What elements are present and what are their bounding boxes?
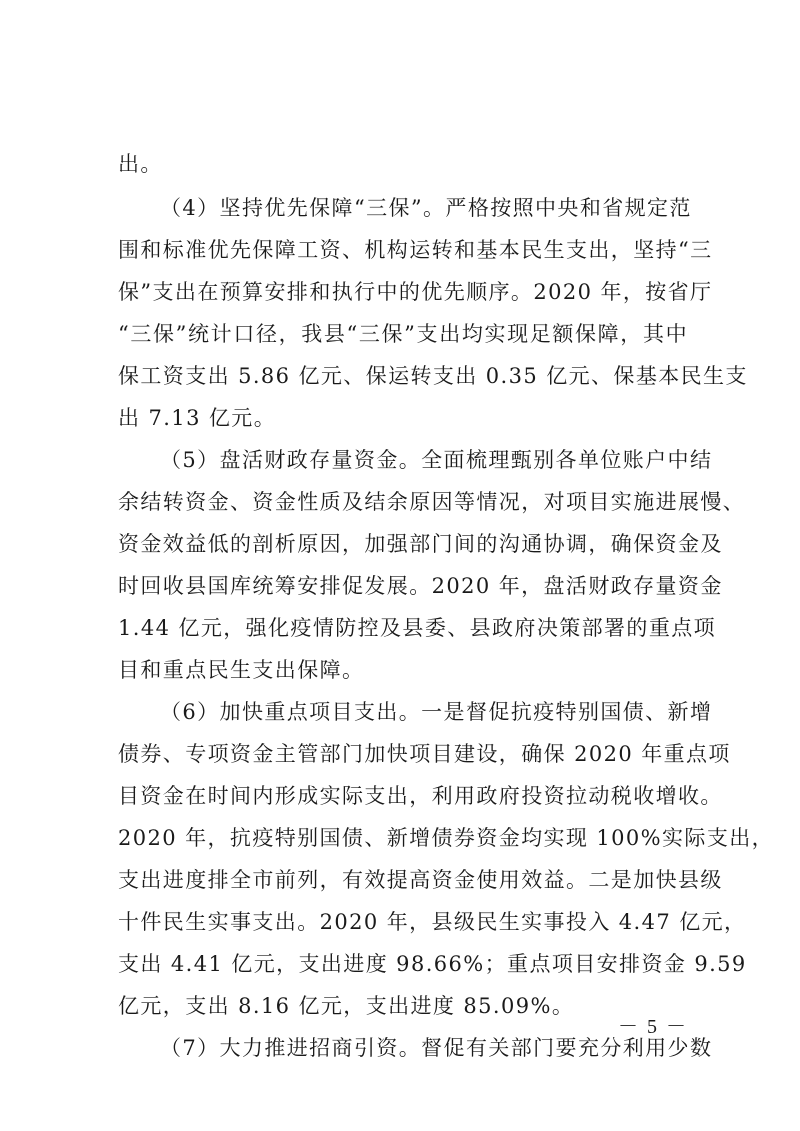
text-line-18: 支出进度排全市前列，有效提高资金使用效益。二是加快县级 <box>118 868 723 892</box>
text-line-4: 保”支出在预算安排和执行中的优先顺序。2020 年，按省厅 <box>118 280 713 304</box>
text-line-10: 资金效益低的剖析原因，加强部门间的沟通协调，确保资金及 <box>118 532 723 556</box>
text-line-2-heading-4: （4）坚持优先保障“三保”。严格按照中央和省规定范 <box>160 196 692 220</box>
text-line-21: 亿元，支出 8.16 亿元，支出进度 85.09%。 <box>118 994 575 1018</box>
text-line-3: 围和标准优先保障工资、机构运转和基本民生支出，坚持“三 <box>118 238 713 262</box>
text-line-22-heading-7: （7）大力推进招商引资。督促有关部门要充分利用少数 <box>160 1036 713 1060</box>
text-line-9: 余结转资金、资金性质及结余原因等情况，对项目实施进展慢、 <box>118 490 746 514</box>
text-line-8-heading-5: （5）盘活财政存量资金。全面梳理甄别各单位账户中结 <box>160 448 713 472</box>
text-line-13: 目和重点民生支出保障。 <box>118 658 365 682</box>
text-line-12: 1.44 亿元，强化疫情防控及县委、县政府决策部署的重点项 <box>118 616 717 640</box>
text-line-20: 支出 4.41 亿元，支出进度 98.66%；重点项目安排资金 9.59 <box>118 952 747 976</box>
text-line-11: 时回收县国库统筹安排促发展。2020 年，盘活财政存量资金 <box>118 574 723 598</box>
text-line-5: “三保”统计口径，我县“三保”支出均实现足额保障，其中 <box>118 322 688 346</box>
page-number: － 5 － <box>618 1016 688 1038</box>
text-line-1: 出。 <box>118 152 163 176</box>
text-line-6: 保工资支出 5.86 亿元、保运转支出 0.35 亿元、保基本民生支 <box>118 364 748 388</box>
text-line-15: 债券、专项资金主管部门加快项目建设，确保 2020 年重点项 <box>118 742 731 766</box>
text-line-17: 2020 年，抗疫特别国债、新增债券资金均实现 100%实际支出， <box>118 826 775 850</box>
text-line-14-heading-6: （6）加快重点项目支出。一是督促抗疫特别国债、新增 <box>160 700 713 724</box>
text-line-7: 出 7.13 亿元。 <box>118 406 277 430</box>
text-line-16: 目资金在时间内形成实际支出，利用政府投资拉动税收增收。 <box>118 784 723 808</box>
text-line-19: 十件民生实事支出。2020 年，县级民生实事投入 4.47 亿元， <box>118 910 747 934</box>
